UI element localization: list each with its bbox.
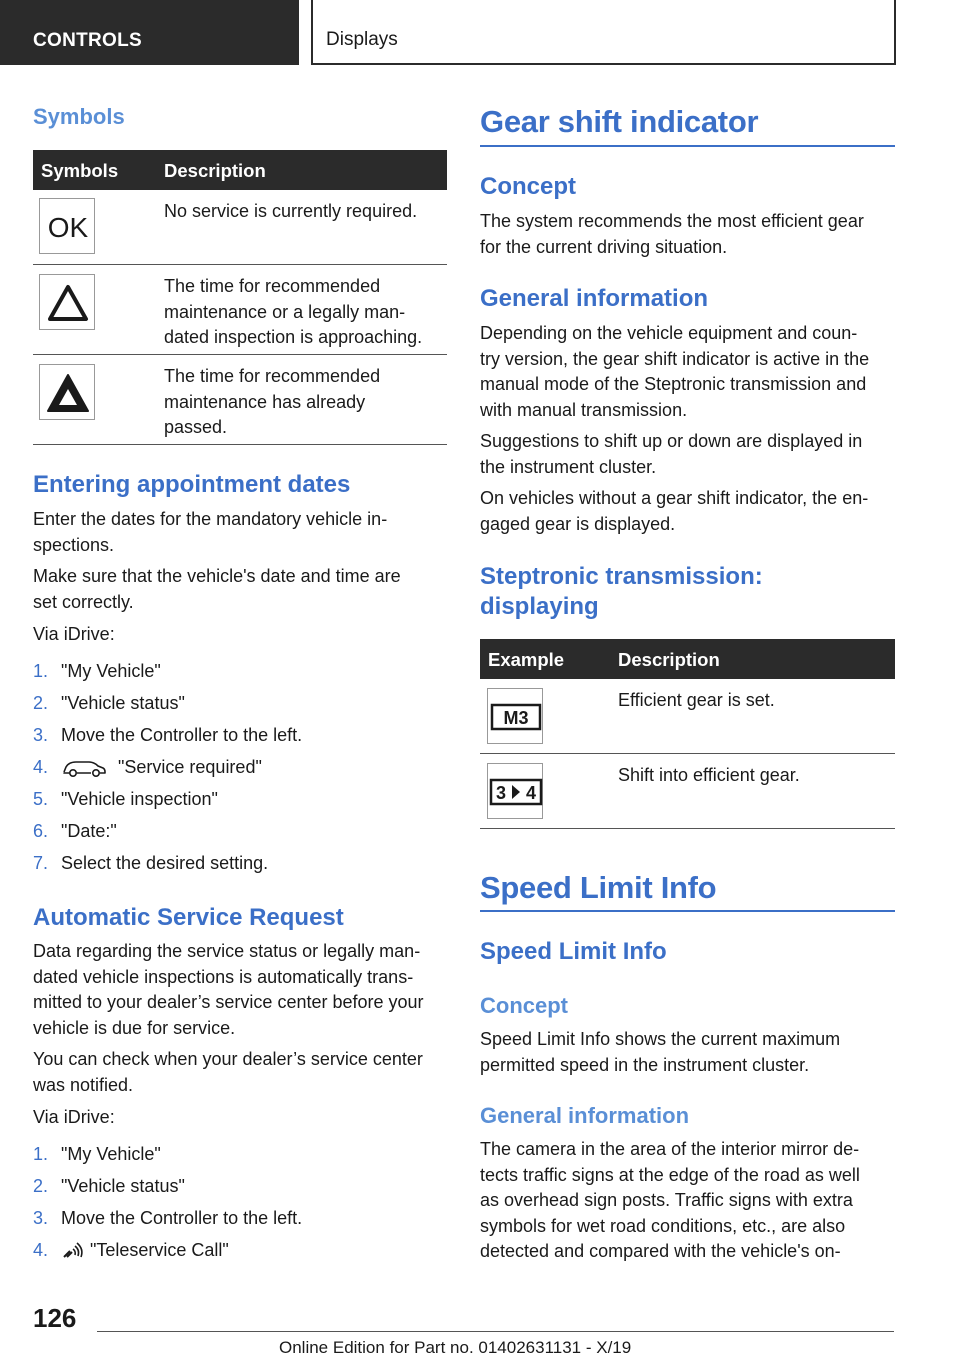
asr-heading: Automatic Service Request bbox=[33, 904, 344, 931]
page-number: 126 bbox=[33, 1303, 77, 1333]
entering-heading: Entering appointment dates bbox=[33, 471, 351, 498]
svg-text:4: 4 bbox=[525, 783, 537, 803]
general-info-paragraph: On vehicles without a gear shift indicator, the en- gaged gear is displayed. bbox=[480, 488, 869, 534]
speed-general-heading: General information bbox=[480, 1103, 690, 1128]
header-chapter-label: Displays bbox=[326, 29, 398, 50]
heading-rule bbox=[480, 145, 895, 147]
gear-shift-up-icon bbox=[487, 763, 543, 819]
symbols-table-header bbox=[33, 150, 447, 190]
svg-text:M3: M3 bbox=[503, 708, 529, 728]
table-row bbox=[480, 679, 895, 754]
speed-limit-subheading: Speed Limit Info bbox=[480, 938, 667, 965]
via-idrive-label: Via iDrive: bbox=[33, 1107, 115, 1127]
table-row bbox=[33, 265, 447, 355]
entering-paragraph: Make sure that the vehicle's date and time are set correctly. bbox=[33, 566, 401, 612]
speed-general-paragraph: The camera in the area of the interior mirror de- tects traffic signs at the edge of the road as well as overhead sign posts. Traffic signs with extra symbols for wet road conditions, etc., are also detected and compared with the vehicle's on- bbox=[480, 1139, 860, 1261]
gear-shift-heading: Gear shift indicator bbox=[480, 104, 759, 139]
symbols-heading: Symbols bbox=[33, 104, 125, 129]
speed-concept-paragraph: Speed Limit Info shows the current maximum permitted speed in the instrument cluster. bbox=[480, 1029, 841, 1075]
description-col-header: Description bbox=[164, 160, 266, 181]
heading-rule bbox=[480, 910, 895, 912]
header-chapter-tab bbox=[311, 0, 896, 65]
warning-triangle-outline-icon bbox=[39, 274, 95, 330]
symbols-col-header: Symbols bbox=[41, 160, 119, 181]
description-col-header: Description bbox=[618, 649, 720, 670]
example-description: Shift into efficient gear. bbox=[618, 765, 800, 785]
general-info-paragraph: Depending on the vehicle equipment and coun- try version, the gear shift indicator is active in the manual mode of the Steptronic transmission and with manual transmission. bbox=[480, 323, 870, 420]
edition-text: Online Edition for Part no. 01402631131 - X/19 bbox=[279, 1338, 632, 1357]
example-description: Efficient gear is set. bbox=[618, 690, 775, 710]
symbol-description: No service is currently required. bbox=[164, 201, 418, 221]
general-info-heading: General information bbox=[480, 285, 709, 312]
svg-text:3: 3 bbox=[495, 783, 507, 803]
symbol-description: The time for recommended maintenance has already passed. bbox=[164, 366, 381, 437]
table-row bbox=[480, 754, 895, 829]
entering-paragraph: Enter the dates for the mandatory vehicle in- spections. bbox=[33, 509, 388, 555]
example-table bbox=[480, 639, 895, 829]
general-info-paragraph: Suggestions to shift up or down are displayed in the instrument cluster. bbox=[480, 431, 863, 477]
list-item: 4. "Service required" bbox=[33, 757, 333, 783]
example-table-header bbox=[480, 639, 895, 679]
speed-concept-heading: Concept bbox=[480, 993, 568, 1018]
svg-text:OK: OK bbox=[47, 212, 89, 243]
table-row bbox=[33, 355, 447, 445]
car-service-icon bbox=[61, 757, 107, 784]
concept-heading: Concept bbox=[480, 173, 576, 200]
asr-paragraph: You can check when your dealer’s service center was notified. bbox=[33, 1049, 423, 1095]
asr-paragraph: Data regarding the service status or legally man- dated vehicle inspections is automatically trans- mitted to your dealer’s service center before your vehicle is due for service. bbox=[33, 941, 424, 1038]
steptronic-heading: Steptronic transmission: displaying bbox=[480, 563, 763, 620]
table-row bbox=[33, 190, 447, 265]
ok-icon bbox=[39, 198, 95, 254]
symbol-description: The time for recommended maintenance or a legally man- dated inspection is approaching. bbox=[164, 276, 423, 347]
warning-triangle-filled-icon bbox=[39, 364, 95, 420]
speed-limit-heading: Speed Limit Info bbox=[480, 870, 717, 905]
gear-m3-icon bbox=[487, 688, 543, 744]
example-col-header: Example bbox=[488, 649, 565, 670]
symbols-table bbox=[33, 150, 447, 445]
concept-paragraph: The system recommends the most efficient gear for the current driving situation. bbox=[480, 211, 864, 257]
via-idrive-label: Via iDrive: bbox=[33, 624, 115, 644]
teleservice-icon bbox=[61, 1241, 85, 1266]
header-section-tab bbox=[0, 0, 299, 65]
header-section-label: CONTROLS bbox=[33, 30, 143, 51]
list-item: 4. "Teleservice Call" bbox=[33, 1240, 333, 1266]
footer-rule bbox=[97, 1331, 894, 1332]
